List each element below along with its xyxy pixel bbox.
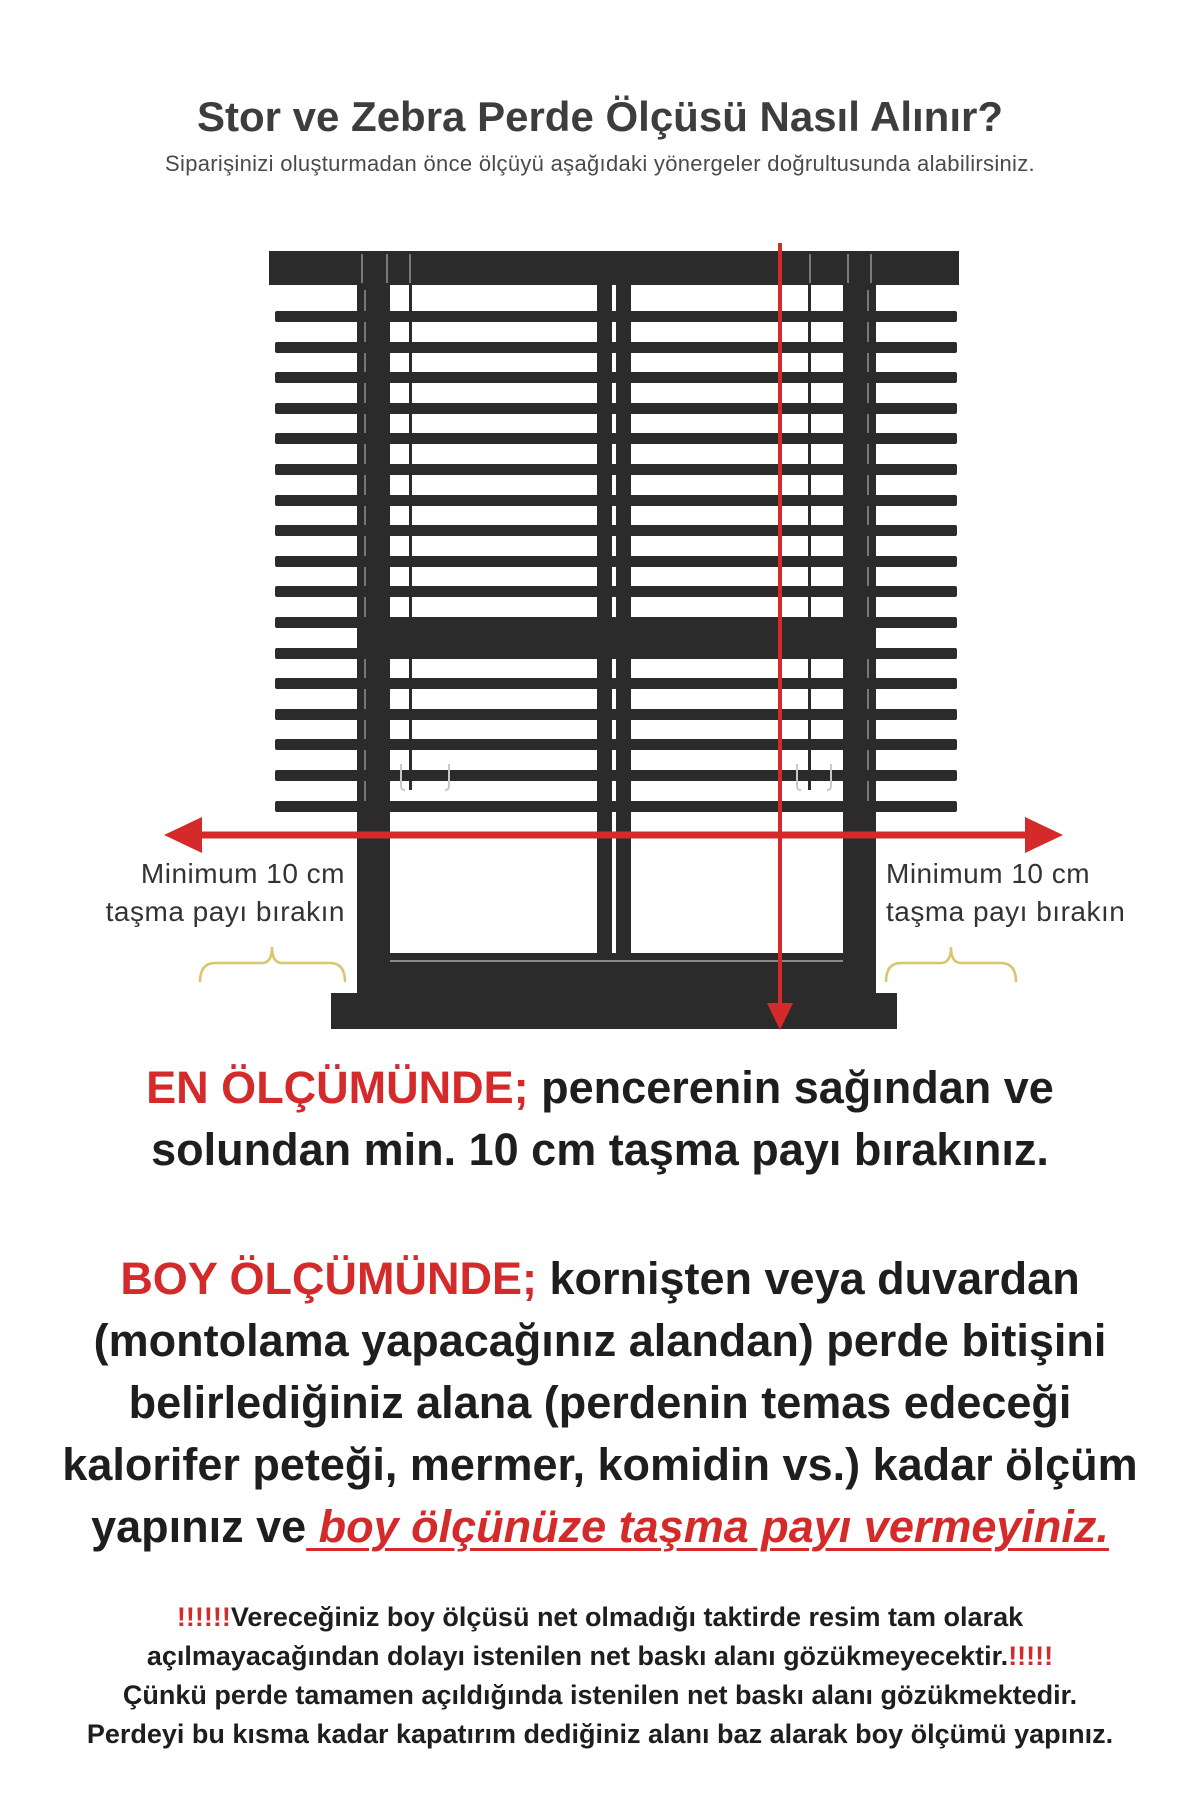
note-line1 xyxy=(0,1598,1200,1637)
blind-slat xyxy=(275,433,957,444)
height-instruction-highlight: BOY ÖLÇÜMÜNDE; xyxy=(120,1253,537,1304)
blind-slat xyxy=(275,556,957,567)
height-instruction-warning: boy ölçünüze taşma payı vermeyiniz. xyxy=(306,1501,1109,1552)
blind-slat xyxy=(275,617,957,628)
note-line1-text: Vereceğiniz boy ölçüsü net olmadığı taktirde resim tam olarak xyxy=(230,1602,1024,1632)
height-instruction-line1-text: kornişten veya duvardan xyxy=(536,1253,1080,1304)
width-instruction-line1 xyxy=(0,1057,1200,1119)
blind-slat xyxy=(275,678,957,689)
window-left-post-edge xyxy=(364,290,366,806)
height-instruction-line5-text: yapınız ve xyxy=(91,1501,307,1552)
width-instruction xyxy=(0,1057,1200,1181)
blind-slat xyxy=(275,495,957,506)
blind-headrail xyxy=(269,251,959,285)
blind-slat xyxy=(275,342,957,353)
window-sill xyxy=(331,993,897,1029)
width-arrow-head-left xyxy=(164,817,202,853)
height-instruction-line1 xyxy=(0,1248,1200,1310)
height-instruction-line3: belirlediğiniz alana (perdenin temas edeceği xyxy=(128,1377,1072,1428)
note-line2 xyxy=(0,1637,1200,1676)
right-overhang-label xyxy=(886,855,1125,931)
right-overhang-brace xyxy=(886,947,1016,982)
height-instruction-line4: kalorifer peteği, mermer, komidin vs.) kadar ölçüm xyxy=(62,1439,1138,1490)
page-subtitle: Siparişinizi oluşturmadan önce ölçüyü aşağıdaki yönergeler doğrultusunda alabilirsiniz. xyxy=(165,151,1035,176)
height-instruction-line2: (montolama yapacağınız alandan) perde bitişini xyxy=(93,1315,1107,1366)
blind-slat xyxy=(275,801,957,812)
height-instruction xyxy=(0,1248,1200,1558)
blind-slat xyxy=(275,770,957,781)
blind-slat xyxy=(275,648,957,659)
note-line2-marks: !!!!! xyxy=(1008,1641,1054,1671)
right-overhang-label-line2: taşma payı bırakın xyxy=(886,896,1126,927)
blind-slat xyxy=(275,464,957,475)
blind-headrail-group xyxy=(269,251,959,285)
window-bottom-rail xyxy=(357,953,876,995)
note-line4: Perdeyi bu kısma kadar kapatırım dediğiniz alanı baz alarak boy ölçümü yapınız. xyxy=(86,1719,1114,1749)
note-line1-marks: !!!!!! xyxy=(176,1602,231,1632)
left-overhang-label-line2: taşma payı bırakın xyxy=(105,896,345,927)
left-overhang-label xyxy=(106,855,345,931)
height-instruction-line5 xyxy=(0,1496,1200,1558)
blind-slat xyxy=(275,311,957,322)
window-right-post-edge xyxy=(867,290,869,806)
blind-slat xyxy=(275,372,957,383)
right-overhang-label-line1: Minimum 10 cm xyxy=(886,858,1091,889)
blind-slat xyxy=(275,525,957,536)
blind-slat xyxy=(275,586,957,597)
width-instruction-line1-text: pencerenin sağından ve xyxy=(528,1062,1054,1113)
width-instruction-highlight: EN ÖLÇÜMÜNDE; xyxy=(146,1062,529,1113)
blind-slat xyxy=(275,739,957,750)
note-line2-text: açılmayacağından dolayı istenilen net baskı alanı gözükmeyecektir. xyxy=(146,1641,1009,1671)
bottom-note xyxy=(0,1598,1200,1754)
blind-slat xyxy=(275,709,957,720)
width-arrow-head-right xyxy=(1025,817,1063,853)
window-rail-highlight xyxy=(390,960,843,962)
width-instruction-line2: solundan min. 10 cm taşma payı bırakınız. xyxy=(151,1124,1049,1175)
width-arrow xyxy=(164,817,1063,853)
blind-slat xyxy=(275,403,957,414)
left-overhang-label-line1: Minimum 10 cm xyxy=(140,858,345,889)
note-line3: Çünkü perde tamamen açıldığında istenilen net baskı alanı gözükmektedir. xyxy=(122,1680,1078,1710)
page-title: Stor ve Zebra Perde Ölçüsü Nasıl Alınır? xyxy=(196,93,1004,140)
left-overhang-brace xyxy=(200,947,345,982)
